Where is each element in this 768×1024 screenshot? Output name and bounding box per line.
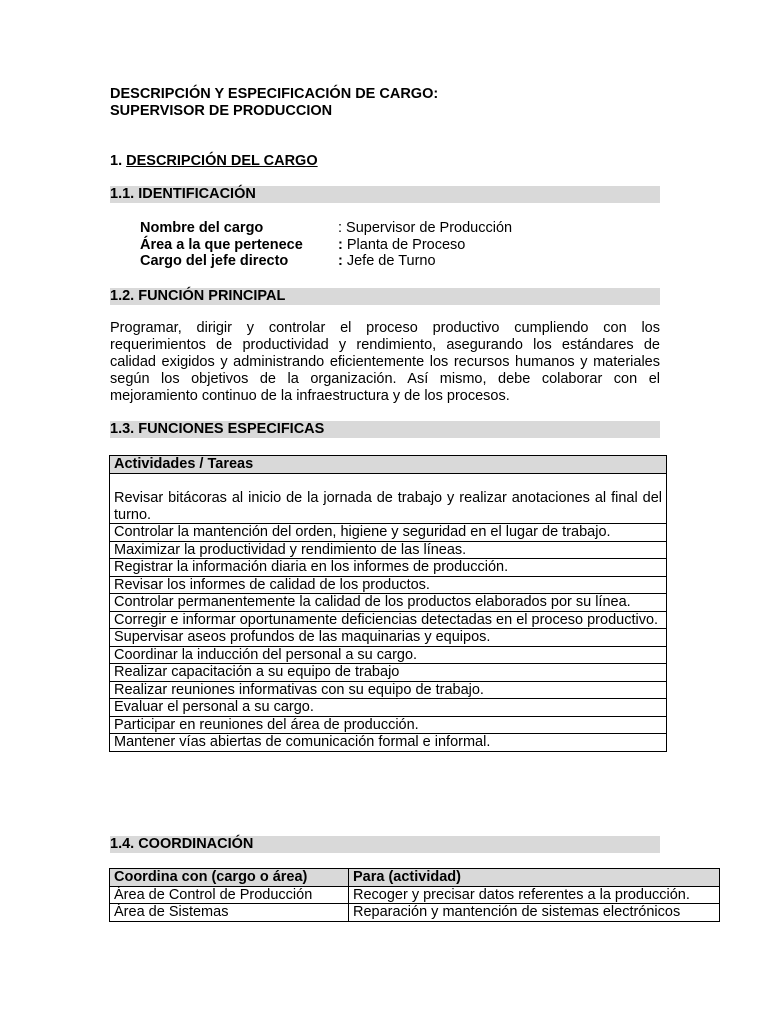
- funciones-especificas-heading: 1.3. FUNCIONES ESPECIFICAS: [110, 421, 660, 438]
- id-value-wrap: [338, 237, 465, 254]
- id-label: Área a la que pertenece: [140, 236, 303, 253]
- table-row: [110, 594, 667, 612]
- identificacion-heading: 1.1. IDENTIFICACIÓN: [110, 186, 660, 203]
- title-line-2: SUPERVISOR DE PRODUCCION: [110, 103, 333, 119]
- table-row: [110, 904, 720, 922]
- table-row: [110, 524, 667, 542]
- id-label: Cargo del jefe directo: [140, 253, 289, 269]
- document-title: [110, 86, 438, 120]
- id-colon: :: [338, 236, 343, 253]
- id-value: Jefe de Turno: [342, 253, 436, 269]
- task-cell: Mantener vías abiertas de comunicación formal e informal.: [110, 734, 667, 752]
- coordination-activity-cell: Reparación y mantención de sistemas electrónicos: [349, 904, 720, 922]
- id-value-wrap: [338, 253, 436, 270]
- table-row: [110, 734, 667, 752]
- task-cell: Realizar capacitación a su equipo de trabajo: [110, 664, 667, 682]
- task-cell: Revisar los informes de calidad de los productos.: [110, 576, 667, 594]
- id-row-jefe: [140, 253, 512, 270]
- funcion-principal-heading: 1.2. FUNCIÓN PRINCIPAL: [110, 288, 660, 305]
- task-cell: Coordinar la inducción del personal a su cargo.: [110, 646, 667, 664]
- table-row: [110, 629, 667, 647]
- task-cell: Corregir e informar oportunamente deficiencias detectadas en el proceso productivo.: [110, 611, 667, 629]
- tasks-table-header: Actividades / Tareas: [110, 456, 667, 474]
- coordination-table: [109, 868, 720, 922]
- coordination-col1-header: Coordina con (cargo o área): [110, 869, 349, 887]
- task-cell: Supervisar aseos profundos de las maquinarias y equipos.: [110, 629, 667, 647]
- table-row: [110, 474, 667, 524]
- task-cell: Controlar la mantención del orden, higiene y seguridad en el lugar de trabajo.: [110, 524, 667, 542]
- task-cell: Evaluar el personal a su cargo.: [110, 699, 667, 717]
- task-cell: Participar en reuniones del área de producción.: [110, 716, 667, 734]
- funcion-principal-text: Programar, dirigir y controlar el proceso productivo cumpliendo con los requerimientos de productividad y rendimiento, asegurando los estándares de calidad exigidos y administrando eficientemente los recursos humanos y materiales según los objetivos de la organización. Así mismo, debe colaborar con el mejoramiento continuo de la infraestructura y de los procesos.: [110, 320, 660, 404]
- id-value: Planta de Proceso: [342, 236, 466, 253]
- section-1-number: 1.: [110, 153, 123, 169]
- coordinacion-heading: 1.4. COORDINACIÓN: [110, 836, 660, 853]
- tasks-table: [109, 455, 667, 752]
- identificacion-block: [140, 220, 512, 270]
- coordination-col2-header: Para (actividad): [349, 869, 720, 887]
- table-row: [110, 716, 667, 734]
- table-row: [110, 611, 667, 629]
- id-row-area: [140, 237, 512, 254]
- section-1-heading: [110, 153, 318, 169]
- id-colon: :: [338, 253, 343, 269]
- table-row: [110, 576, 667, 594]
- title-line-1: DESCRIPCIÓN Y ESPECIFICACIÓN DE CARGO:: [110, 86, 439, 102]
- task-cell: Realizar reuniones informativas con su equipo de trabajo.: [110, 681, 667, 699]
- table-row: [110, 559, 667, 577]
- task-cell: Revisar bitácoras al inicio de la jornada de trabajo y realizar anotaciones al final del turno.: [110, 474, 667, 524]
- coordination-table-body: [110, 886, 720, 921]
- task-cell: Maximizar la productividad y rendimiento de las líneas.: [110, 541, 667, 559]
- id-value: : Supervisor de Producción: [338, 220, 513, 236]
- table-row: [110, 541, 667, 559]
- table-row: [110, 664, 667, 682]
- coordination-area-cell: Área de Sistemas: [110, 904, 349, 922]
- coordination-area-cell: Área de Control de Producción: [110, 886, 349, 904]
- table-row: [110, 681, 667, 699]
- section-1-label: DESCRIPCIÓN DEL CARGO: [126, 153, 318, 169]
- table-row: [110, 699, 667, 717]
- task-cell: Controlar permanentemente la calidad de los productos elaborados por su línea.: [110, 594, 667, 612]
- table-row: [110, 886, 720, 904]
- tasks-table-body: [110, 474, 667, 752]
- id-row-nombre: [140, 220, 512, 237]
- table-row: [110, 646, 667, 664]
- task-cell: Registrar la información diaria en los informes de producción.: [110, 559, 667, 577]
- id-label: Nombre del cargo: [140, 220, 264, 236]
- coordination-activity-cell: Recoger y precisar datos referentes a la producción.: [349, 886, 720, 904]
